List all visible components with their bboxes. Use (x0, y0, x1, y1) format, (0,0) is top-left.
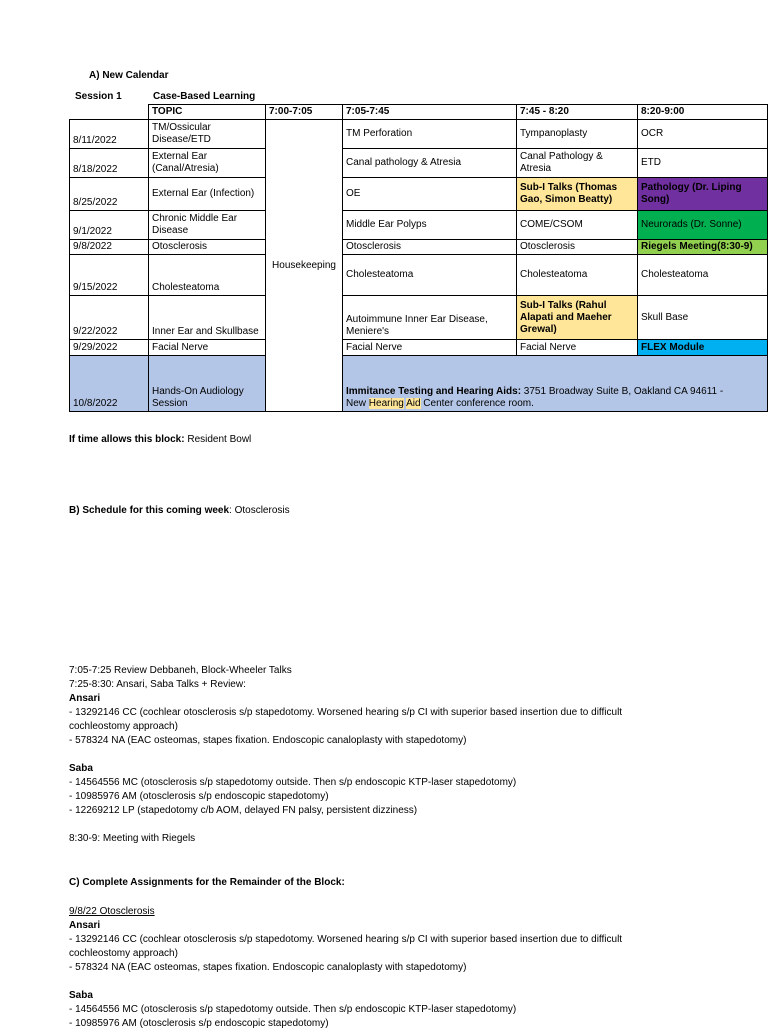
calendar-table (69, 104, 768, 412)
schedule-line: 7:25-8:30: Ansari, Saba Talks + Review: (69, 679, 246, 690)
session-cell: Autoimmune Inner Ear Disease, Meniere's (343, 296, 517, 340)
location-text: New (346, 398, 369, 409)
section-b-heading (69, 505, 290, 516)
table-row (70, 340, 768, 356)
presenter-name: Saba (69, 763, 93, 774)
highlighted-word: Aid (406, 398, 421, 409)
table-row (70, 211, 768, 240)
topic-cell: Inner Ear and Skullbase (149, 296, 266, 340)
case-item: - 10985976 AM (otosclerosis s/p endoscopic stapedotomy) (69, 1018, 329, 1029)
session-cell: Middle Ear Polyps (343, 211, 517, 240)
case-item: cochleostomy approach) (69, 948, 178, 959)
section-b-schedule (69, 664, 622, 846)
table-row (70, 296, 768, 340)
schedule-line: 7:05-7:25 Review Debbaneh, Block-Wheeler Talks (69, 665, 292, 676)
session-cell: Canal pathology & Atresia (343, 149, 517, 178)
topic-cell: TM/Ossicular Disease/ETD (149, 120, 266, 149)
session-cell: ETD (638, 149, 768, 178)
session-cell: Facial Nerve (343, 340, 517, 356)
case-item: cochleostomy approach) (69, 721, 178, 732)
case-item: - 578324 NA (EAC osteomas, stapes fixation. Endoscopic canaloplasty with stapedotomy) (69, 735, 467, 746)
presenter-name: Ansari (69, 693, 101, 704)
date-cell: 8/25/2022 (70, 178, 149, 211)
header-cell (70, 105, 149, 120)
if-time-note (69, 434, 251, 445)
presenter-name: Ansari (69, 920, 101, 931)
highlighted-word: Hearing (368, 398, 404, 409)
sub-i-talks-cell: Sub-I Talks (Rahul Alapati and Maeher Grewal) (517, 296, 638, 340)
session-cell: Skull Base (638, 296, 768, 340)
topic-cell: Cholesteatoma (149, 255, 266, 296)
presenter-name: Saba (69, 990, 93, 1001)
header-cell: 7:05-7:45 (343, 105, 517, 120)
sub-i-talks-cell: Sub-I Talks (Thomas Gao, Simon Beatty) (517, 178, 638, 211)
session-cell: Otosclerosis (343, 240, 517, 255)
block-title: Case-Based Learning (153, 91, 256, 102)
session-cell: Tympanoplasty (517, 120, 638, 149)
section-b-label: B) Schedule for this coming week (69, 505, 230, 516)
section-a-heading: A) New Calendar (89, 70, 169, 81)
case-item: - 12269212 LP (stapedotomy c/b AOM, delayed FN palsy, persistent dizziness) (69, 805, 418, 816)
table-row (70, 178, 768, 211)
section-c-assignments (69, 905, 622, 1031)
session-cell: OE (343, 178, 517, 211)
if-time-value: Resident Bowl (184, 434, 252, 445)
location-text: Center conference room. (420, 398, 534, 409)
topic-cell: Hands-On Audiology Session (149, 356, 266, 412)
table-header-row (70, 105, 768, 120)
date-cell: 8/11/2022 (70, 120, 149, 149)
date-cell: 9/29/2022 (70, 340, 149, 356)
header-cell: TOPIC (149, 105, 266, 120)
topic-cell: External Ear (Infection) (149, 178, 266, 211)
pathology-cell: Pathology (Dr. Liping Song) (638, 178, 768, 211)
table-row (70, 240, 768, 255)
flex-module-cell: FLEX Module (638, 340, 768, 356)
session-label: Session 1 (75, 91, 122, 102)
session-cell: Cholesteatoma (343, 255, 517, 296)
date-cell: 8/18/2022 (70, 149, 149, 178)
date-cell: 9/1/2022 (70, 211, 149, 240)
neurorads-cell: Neurorads (Dr. Sonne) (638, 211, 768, 240)
date-cell: 9/15/2022 (70, 255, 149, 296)
topic-cell: Facial Nerve (149, 340, 266, 356)
section-c-heading: C) Complete Assignments for the Remainder of the Block: (69, 877, 345, 888)
audiology-session-cell (343, 356, 768, 412)
table-row (70, 149, 768, 178)
case-item: - 13292146 CC (cochlear otosclerosis s/p stapedotomy. Worsened hearing s/p CI with superior based insertion due to difficult (69, 934, 623, 945)
address-text: 3751 Broadway Suite B, Oakland CA 94611 - (521, 386, 724, 397)
session-cell: COME/CSOM (517, 211, 638, 240)
assignment-date-topic: 9/8/22 Otosclerosis (69, 906, 155, 917)
riegels-meeting-cell: Riegels Meeting(8:30-9) (638, 240, 768, 255)
case-item: - 14564556 MC (otosclerosis s/p stapedotomy outside. Then s/p endoscopic KTP-laser stapedotomy) (69, 777, 517, 788)
topic-cell: Otosclerosis (149, 240, 266, 255)
case-item: - 14564556 MC (otosclerosis s/p stapedotomy outside. Then s/p endoscopic KTP-laser stapedotomy) (69, 1004, 517, 1015)
session-cell: Cholesteatoma (638, 255, 768, 296)
case-item: - 10985976 AM (otosclerosis s/p endoscopic stapedotomy) (69, 791, 329, 802)
date-cell: 10/8/2022 (70, 356, 149, 412)
immitance-label: Immitance Testing and Hearing Aids: (346, 386, 522, 397)
case-item: - 578324 NA (EAC osteomas, stapes fixation. Endoscopic canaloplasty with stapedotomy) (69, 962, 467, 973)
header-cell: 7:45 - 8:20 (517, 105, 638, 120)
case-item: - 13292146 CC (cochlear otosclerosis s/p stapedotomy. Worsened hearing s/p CI with superior based insertion due to difficult (69, 707, 623, 718)
header-cell: 7:00-7:05 (266, 105, 343, 120)
session-cell: Canal Pathology & Atresia (517, 149, 638, 178)
session-cell: Otosclerosis (517, 240, 638, 255)
housekeeping-cell: Housekeeping (266, 120, 343, 412)
topic-cell: Chronic Middle Ear Disease (149, 211, 266, 240)
header-cell: 8:20-9:00 (638, 105, 768, 120)
date-cell: 9/22/2022 (70, 296, 149, 340)
session-cell: TM Perforation (343, 120, 517, 149)
table-row (70, 120, 768, 149)
table-row (70, 356, 768, 412)
table-row (70, 255, 768, 296)
topic-cell: External Ear (Canal/Atresia) (149, 149, 266, 178)
section-b-value: : Otosclerosis (229, 505, 290, 516)
session-cell: OCR (638, 120, 768, 149)
date-cell: 9/8/2022 (70, 240, 149, 255)
if-time-label: If time allows this block: (69, 434, 185, 445)
session-cell: Facial Nerve (517, 340, 638, 356)
meeting-line: 8:30-9: Meeting with Riegels (69, 833, 196, 844)
session-cell: Cholesteatoma (517, 255, 638, 296)
